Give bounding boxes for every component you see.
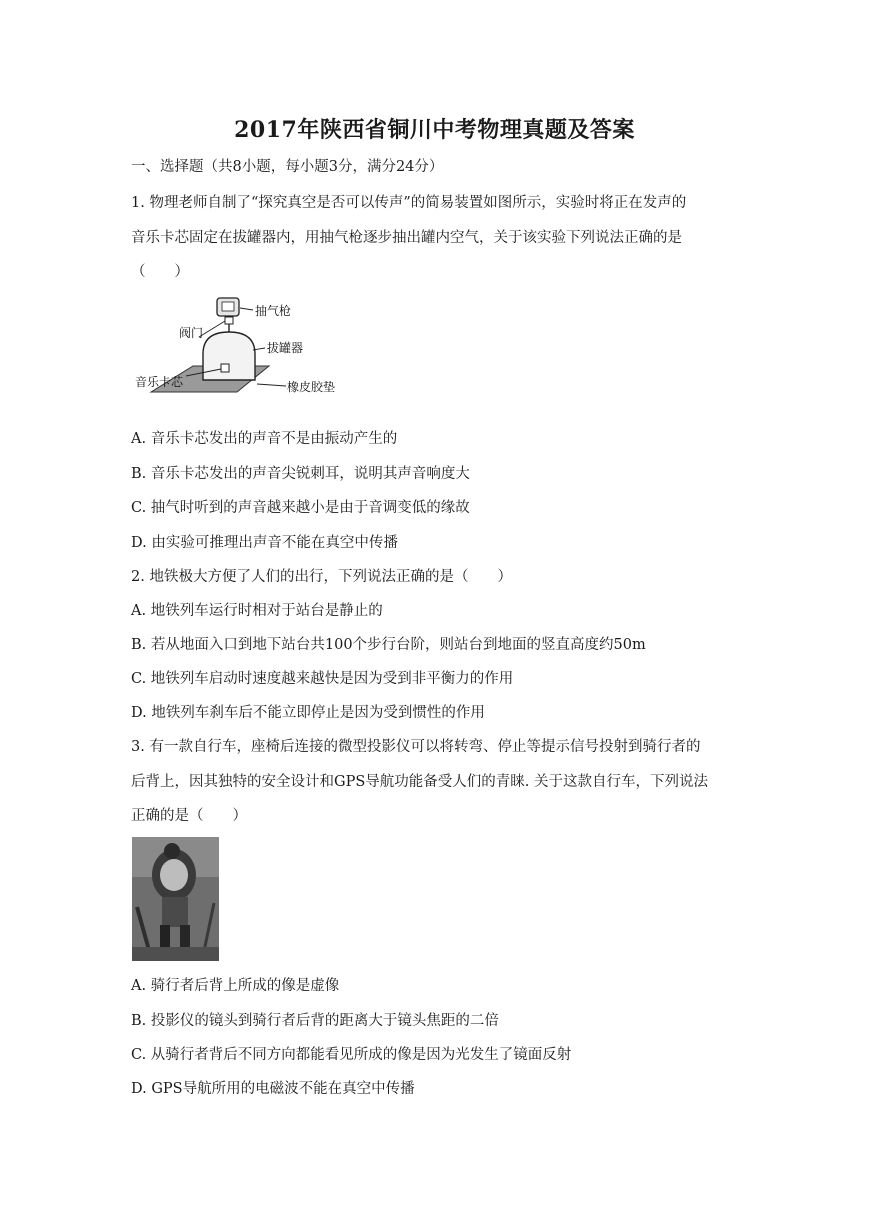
- label-rubber-pad: 橡皮胶垫: [287, 380, 336, 394]
- q2-option-a: A. 地铁列车运行时相对于站台是静止的: [131, 603, 383, 619]
- q3-option-c: C. 从骑行者背后不同方向都能看见所成的像是因为光发生了镜面反射: [131, 1047, 572, 1063]
- section-heading: 一、选择题（共8小题，每小题3分，满分24分）: [131, 159, 444, 175]
- label-music-chip: 音乐卡芯: [135, 375, 184, 389]
- label-pump: 抽气枪: [255, 304, 292, 318]
- q1-apparatus-figure: [131, 292, 346, 407]
- label-valve: 阀门: [179, 326, 204, 340]
- q2-stem-line1: 2. 地铁极大方便了人们的出行，下列说法正确的是（ ）: [131, 569, 512, 585]
- page-title: 2017年陕西省铜川中考物理真题及答案: [234, 117, 635, 143]
- q1-option-b: B. 音乐卡芯发出的声音尖锐刺耳，说明其声音响度大: [131, 466, 470, 482]
- q1-stem-line2: 音乐卡芯固定在拔罐器内，用抽气枪逐步抽出罐内空气，关于该实验下列说法正确的是: [131, 230, 682, 246]
- q2-option-c: C. 地铁列车启动时速度越来越快是因为受到非平衡力的作用: [131, 671, 514, 687]
- q1-option-d: D. 由实验可推理出声音不能在真空中传播: [131, 535, 398, 551]
- q3-option-b: B. 投影仪的镜头到骑行者后背的距离大于镜头焦距的二倍: [131, 1013, 499, 1029]
- q1-stem-line3: （ ）: [131, 264, 189, 280]
- q3-option-a: A. 骑行者后背上所成的像是虚像: [131, 978, 340, 994]
- q3-bicycle-photo: [132, 837, 219, 961]
- q3-option-d: D. GPS导航所用的电磁波不能在真空中传播: [131, 1081, 415, 1097]
- q1-option-a: A. 音乐卡芯发出的声音不是由振动产生的: [131, 431, 398, 447]
- q1-stem-line1: 1. 物理老师自制了“探究真空是否可以传声”的简易装置如图所示，实验时将正在发声的: [131, 195, 687, 211]
- q3-stem-line3: 正确的是（ ）: [131, 808, 247, 824]
- q3-stem-line2: 后背上，因其独特的安全设计和GPS导航功能备受人们的青睐. 关于这款自行车，下列说法: [131, 774, 708, 790]
- q1-option-c: C. 抽气时听到的声音越来越小是由于音调变低的缘故: [131, 500, 470, 516]
- q2-option-d: D. 地铁列车刹车后不能立即停止是因为受到惯性的作用: [131, 705, 485, 721]
- label-cupper: 拔罐器: [267, 341, 304, 355]
- q2-option-b: B. 若从地面入口到地下站台共100个步行台阶，则站台到地面的竖直高度约50m: [131, 637, 646, 653]
- q3-stem-line1: 3. 有一款自行车，座椅后连接的微型投影仪可以将转弯、停止等提示信号投射到骑行者的: [131, 739, 701, 755]
